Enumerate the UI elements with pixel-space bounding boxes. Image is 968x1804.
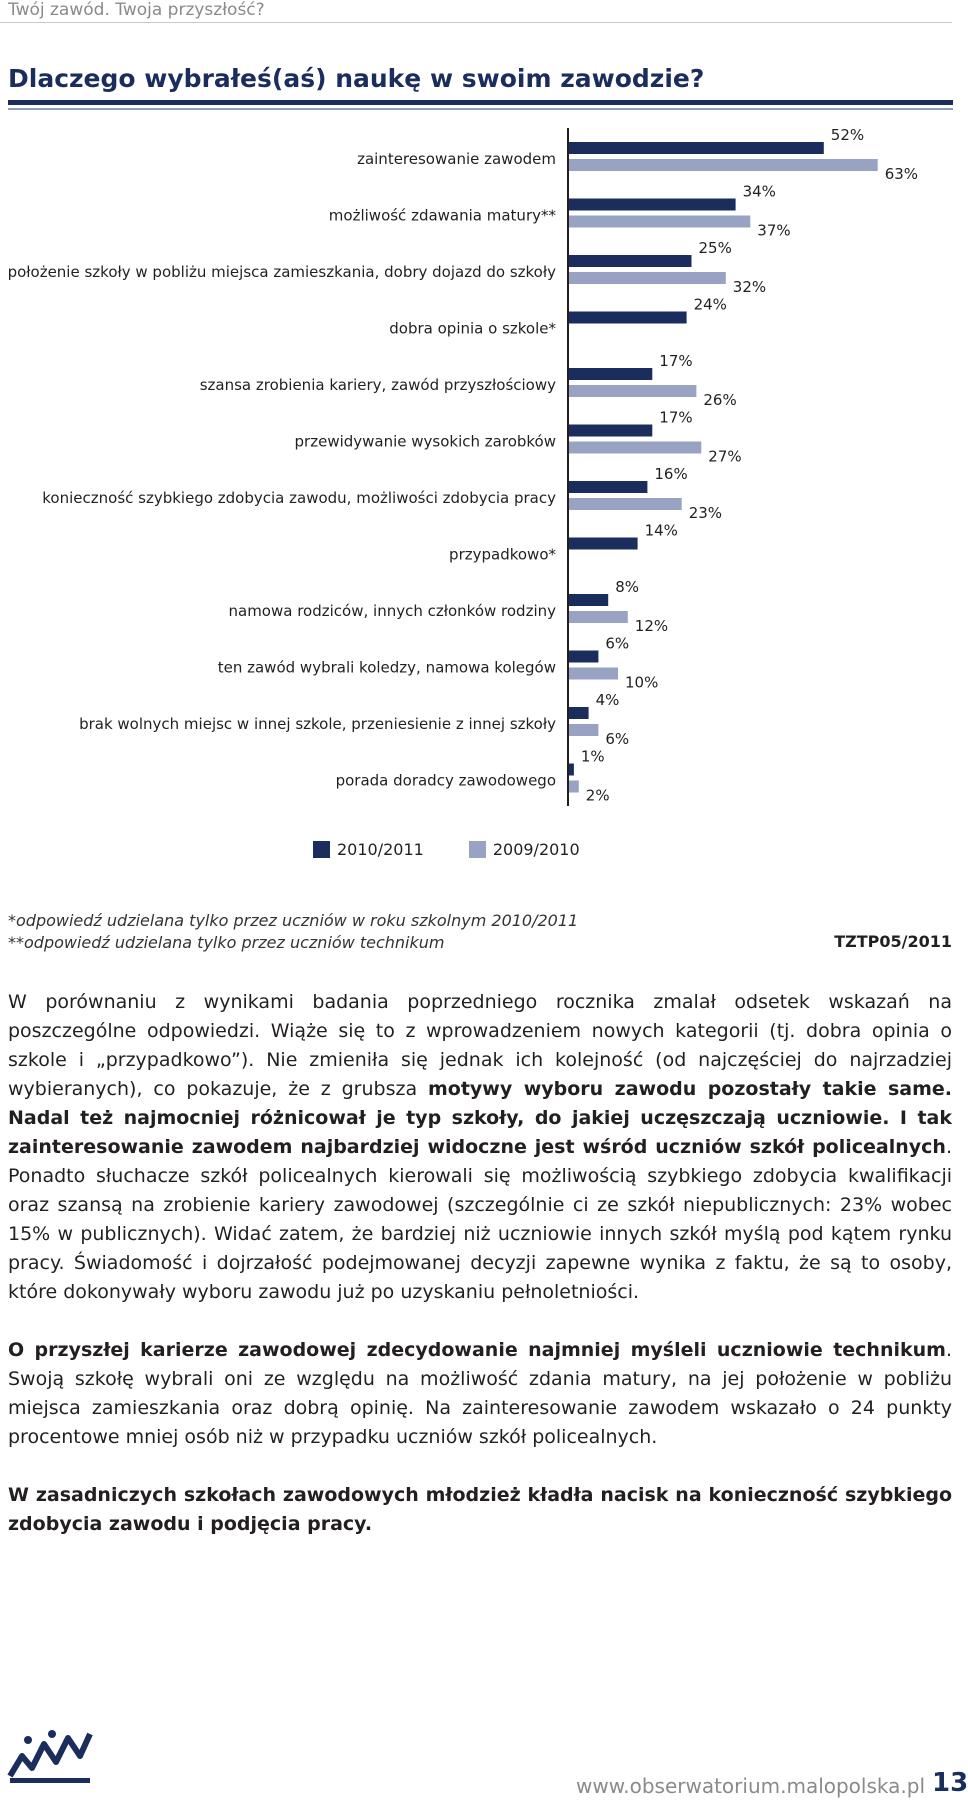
data-label: 63% bbox=[884, 165, 919, 183]
bar-2010-2011 bbox=[569, 368, 652, 380]
footnote-2: **odpowiedź udzielana tylko przez uczniów technikum bbox=[8, 933, 445, 952]
category-label: brak wolnych miejsc w innej szkole, przeniesienie z innej szkoły bbox=[79, 715, 556, 733]
legend-swatch-2010-2011 bbox=[313, 841, 330, 858]
p1-text-c: . Ponadto słuchacze szkół policealnych kierowali się możliwością szybkiego zdobycia kwalifikacji oraz szansą na zrobienie kariery zawodowej (szczególnie ci ze szkół niepublicznych: 23% wobec 15% w publicznych). Widać zatem, że bardziej niż uczniowie innych szkół myślą pod kątem rynku pracy. Świadomość i dojrzałość podejmowanej decyzji zapewne wynika z faktu, że są to osoby, które dokonywały wyboru zawodu już po uzyskaniu pełnoletniości. bbox=[8, 1136, 952, 1303]
bar-2009-2010 bbox=[569, 385, 696, 397]
motives-bar-chart bbox=[0, 120, 960, 820]
header-divider bbox=[0, 22, 952, 23]
bar-2010-2011 bbox=[569, 707, 589, 719]
bar-2009-2010 bbox=[569, 272, 726, 284]
data-label: 4% bbox=[595, 691, 620, 709]
data-label: 37% bbox=[757, 221, 791, 240]
data-label: 23% bbox=[688, 504, 723, 522]
data-label: 10% bbox=[625, 673, 659, 692]
bar-2010-2011 bbox=[569, 255, 692, 267]
bar-2009-2010 bbox=[569, 159, 878, 171]
legend-label-2009-2010: 2009/2010 bbox=[492, 840, 580, 859]
bar-2010-2011 bbox=[569, 199, 736, 211]
paragraph-3 bbox=[8, 1481, 952, 1539]
bar-2010-2011 bbox=[569, 651, 598, 663]
bar-2009-2010 bbox=[569, 498, 682, 510]
category-label: możliwość zdawania matury** bbox=[328, 206, 556, 225]
bar-2010-2011 bbox=[569, 481, 647, 493]
bar-2010-2011 bbox=[569, 142, 824, 154]
data-label: 16% bbox=[654, 465, 688, 483]
category-label: przypadkowo* bbox=[449, 545, 556, 564]
p1-text-a: W porównaniu z wynikami badania poprzedniego rocznika zmalał odsetek wskazań na poszczególne odpowiedzi. Wiąże się to z wprowadzeniem nowych kategorii (tj. dobra opinia o szkole i „przypadkowo”). Nie zmieniła się jednak ich kolejność (od najczęściej do najrzadziej wybieranych), co pokazuje, że z grubsza bbox=[8, 991, 952, 1100]
bar-2010-2011 bbox=[569, 312, 687, 324]
data-label: 8% bbox=[615, 578, 639, 596]
footer-url[interactable]: www.obserwatorium.malopolska.pl bbox=[576, 1774, 925, 1798]
data-label: 12% bbox=[634, 617, 669, 635]
running-header: Twój zawód. Twoja przyszłość? bbox=[8, 0, 265, 20]
bar-2009-2010 bbox=[569, 611, 628, 623]
data-label: 17% bbox=[659, 408, 693, 427]
bar-2009-2010 bbox=[569, 668, 618, 680]
legend-item-2010-2011 bbox=[313, 840, 424, 859]
bar-2010-2011 bbox=[569, 538, 638, 550]
legend-swatch-2009-2010 bbox=[469, 841, 486, 858]
chart-footnotes bbox=[8, 910, 578, 954]
category-label: porada doradcy zawodowego bbox=[335, 771, 556, 790]
observatory-logo bbox=[8, 1726, 92, 1786]
data-label: 2% bbox=[585, 786, 610, 805]
category-label: dobra opinia o szkole* bbox=[389, 319, 556, 338]
data-label: 25% bbox=[698, 239, 732, 257]
category-label: ten zawód wybrali koledzy, namowa kolegów bbox=[217, 658, 556, 677]
data-label: 32% bbox=[732, 278, 767, 296]
title-rule-thin bbox=[8, 108, 953, 110]
bar-2010-2011 bbox=[569, 594, 608, 606]
category-label: namowa rodziców, innych członków rodziny bbox=[228, 602, 556, 620]
data-label: 24% bbox=[693, 295, 727, 314]
data-label: 6% bbox=[605, 634, 630, 653]
data-label: 1% bbox=[580, 747, 605, 766]
page-title: Dlaczego wybrałeś(aś) naukę w swoim zawodzie? bbox=[8, 64, 705, 93]
category-label: konieczność szybkiego zdobycia zawodu, możliwości zdobycia pracy bbox=[42, 489, 556, 507]
title-rule-thick bbox=[8, 100, 953, 105]
data-label: 6% bbox=[605, 730, 630, 748]
category-label: zainteresowanie zawodem bbox=[357, 150, 556, 168]
p2-text-bold: O przyszłej karierze zawodowej zdecydowanie najmniej myśleli uczniowie technikum bbox=[8, 1339, 946, 1361]
legend-item-2009-2010 bbox=[469, 840, 580, 859]
data-label: 34% bbox=[742, 182, 776, 201]
paragraph-1 bbox=[8, 988, 952, 1307]
data-label: 17% bbox=[659, 352, 693, 370]
paragraph-2 bbox=[8, 1336, 952, 1452]
body-text bbox=[8, 988, 952, 1568]
source-code: TZTP05/2011 bbox=[834, 932, 952, 951]
p2-text: . Swoją szkołę wybrali oni ze względu na możliwość zdania matury, na jej położenie w pobliżu miejsca zamieszkania oraz dobrą opinię. Na zainteresowanie zawodem wskazało o 24 punkty procentowe mniej osób niż w przypadku uczniów szkół policealnych. bbox=[8, 1339, 952, 1448]
bar-2010-2011 bbox=[569, 425, 652, 437]
data-label: 52% bbox=[830, 126, 865, 144]
legend-label-2010-2011: 2010/2011 bbox=[337, 840, 424, 859]
page-number: 13 bbox=[932, 1768, 968, 1798]
bar-2009-2010 bbox=[569, 442, 701, 454]
p1-text-bold: motywy wyboru zawodu pozostały takie same. Nadal też najmocniej różnicował je typ szkoły, do jakiej uczęszczają uczniowie. I tak zainteresowanie zawodem najbardziej widoczne jest wśród uczniów szkół policealnych bbox=[8, 1078, 952, 1158]
data-label: 14% bbox=[644, 521, 678, 540]
footnote-1: *odpowiedź udzielana tylko przez uczniów w roku szkolnym 2010/2011 bbox=[8, 911, 579, 930]
bar-2009-2010 bbox=[569, 724, 598, 736]
category-label: położenie szkoły w pobliżu miejsca zamieszkania, dobry dojazd do szkoły bbox=[7, 263, 556, 281]
bar-2010-2011 bbox=[569, 764, 574, 776]
data-label: 27% bbox=[708, 447, 742, 466]
category-label: przewidywanie wysokich zarobków bbox=[294, 432, 556, 451]
chart-legend bbox=[313, 840, 625, 859]
p3-text-bold: W zasadniczych szkołach zawodowych młodzież kładła nacisk na konieczność szybkiego zdobycia zawodu i podjęcia pracy. bbox=[8, 1484, 952, 1535]
data-label: 26% bbox=[703, 391, 737, 409]
category-label: szansa zrobienia kariery, zawód przyszłościowy bbox=[199, 376, 556, 394]
bar-2009-2010 bbox=[569, 781, 579, 793]
bar-2009-2010 bbox=[569, 216, 750, 228]
